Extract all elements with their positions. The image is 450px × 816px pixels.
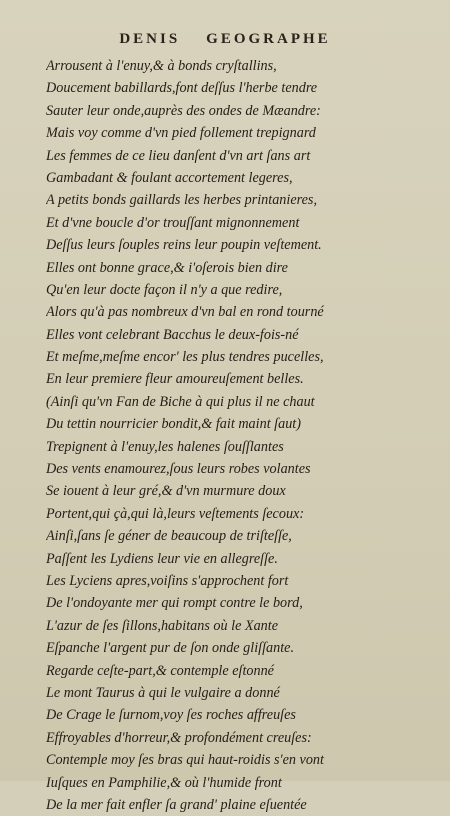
header-left: DENIS — [119, 31, 181, 47]
verse-line: Et d'vne boucle d'or trouſſant mignonnement — [46, 214, 300, 231]
verse-line: Trepignent à l'enuy,les halenes ſouſſlantes — [46, 438, 284, 455]
verse-line: Alors qu'à pas nombreux d'vn bal en rond tourné — [46, 304, 324, 321]
verse-line: (Ainſi qu'vn Fan de Biche à qui plus il ne chaut — [46, 393, 315, 410]
header-right: GEOGRAPHE — [206, 31, 331, 47]
verse-line: Eſpanche l'argent pur de ſon onde gliſſante. — [46, 640, 294, 657]
verse-line: Du tettin nourricier bondit,& fait maint ſaut) — [46, 416, 301, 433]
verse-line: Iuſques en Pamphilie,& où l'humide front — [46, 774, 282, 791]
verse-line: Sauter leur onde,auprès des ondes de Mæandre: — [46, 102, 321, 119]
verse-line: Qu'en leur docte façon il n'y a que redire, — [46, 281, 283, 298]
verse-line: En leur premiere fleur amoureuſement belles. — [46, 371, 304, 388]
verse-line: Elles vont celebrant Bacchus le deux-fois-né — [46, 326, 299, 343]
verse-line: Deſſus leurs ſouples reins leur poupin veſtement. — [46, 237, 322, 254]
verse-line: Portent,qui çà,qui là,leurs veſtements ſecoux: — [46, 505, 305, 522]
verse-line: Les femmes de ce lieu danſent d'vn art ſans art — [46, 147, 311, 164]
verse-line: A petits bonds gaillards les herbes printanieres, — [46, 192, 318, 209]
verse-line: Mais voy comme d'vn pied follement trepignard — [46, 125, 316, 142]
verse-line: De la mer fait enfler ſa grand' plaine eſuentée — [46, 796, 307, 813]
verse-line: L'azur de ſes ſillons,habitans où le Xante — [46, 617, 279, 634]
verse-line: Et meſme,meſme encor' les plus tendres pucelles, — [46, 349, 324, 366]
verse-line: Gambadant & foulant accortement legeres, — [46, 169, 293, 186]
verse-line: Se iouent à leur gré,& d'vn murmure doux — [46, 483, 286, 500]
verse-line: Contemple moy ſes bras qui haut-roidis s'en vont — [46, 752, 324, 769]
verse-line: Arrousent à l'enuy,& à bonds cryſtallins, — [46, 58, 277, 74]
verse-line: Des vents enamourez,ſous leurs robes volantes — [46, 461, 311, 478]
verse-block — [46, 55, 426, 816]
running-header — [0, 31, 450, 48]
verse-line: Ainſi,ſans ſe géner de beaucoup de triſteſſe, — [46, 528, 292, 545]
verse-line: Elles ont bonne grace,& i'oſerois bien dire — [46, 259, 288, 276]
verse-line: Doucement babillards,font deſſus l'herbe tendre — [46, 80, 318, 97]
verse-line: Le mont Taurus à qui le vulgaire a donné — [46, 684, 280, 701]
verse-line: Les Lyciens apres,voiſins s'approchent fort — [46, 572, 289, 589]
verse-line: Paſſent les Lydiens leur vie en allegreſſe. — [46, 550, 278, 567]
verse-line: Regarde ceſte-part,& contemple eſtonné — [46, 662, 274, 679]
verse-line: Effroyables d'horreur,& profondément creuſes: — [46, 729, 312, 746]
verse-line: De l'ondoyante mer qui rompt contre le bord, — [46, 595, 303, 612]
verse-line: De Crage le ſurnom,voy ſes roches affreuſes — [46, 707, 296, 724]
